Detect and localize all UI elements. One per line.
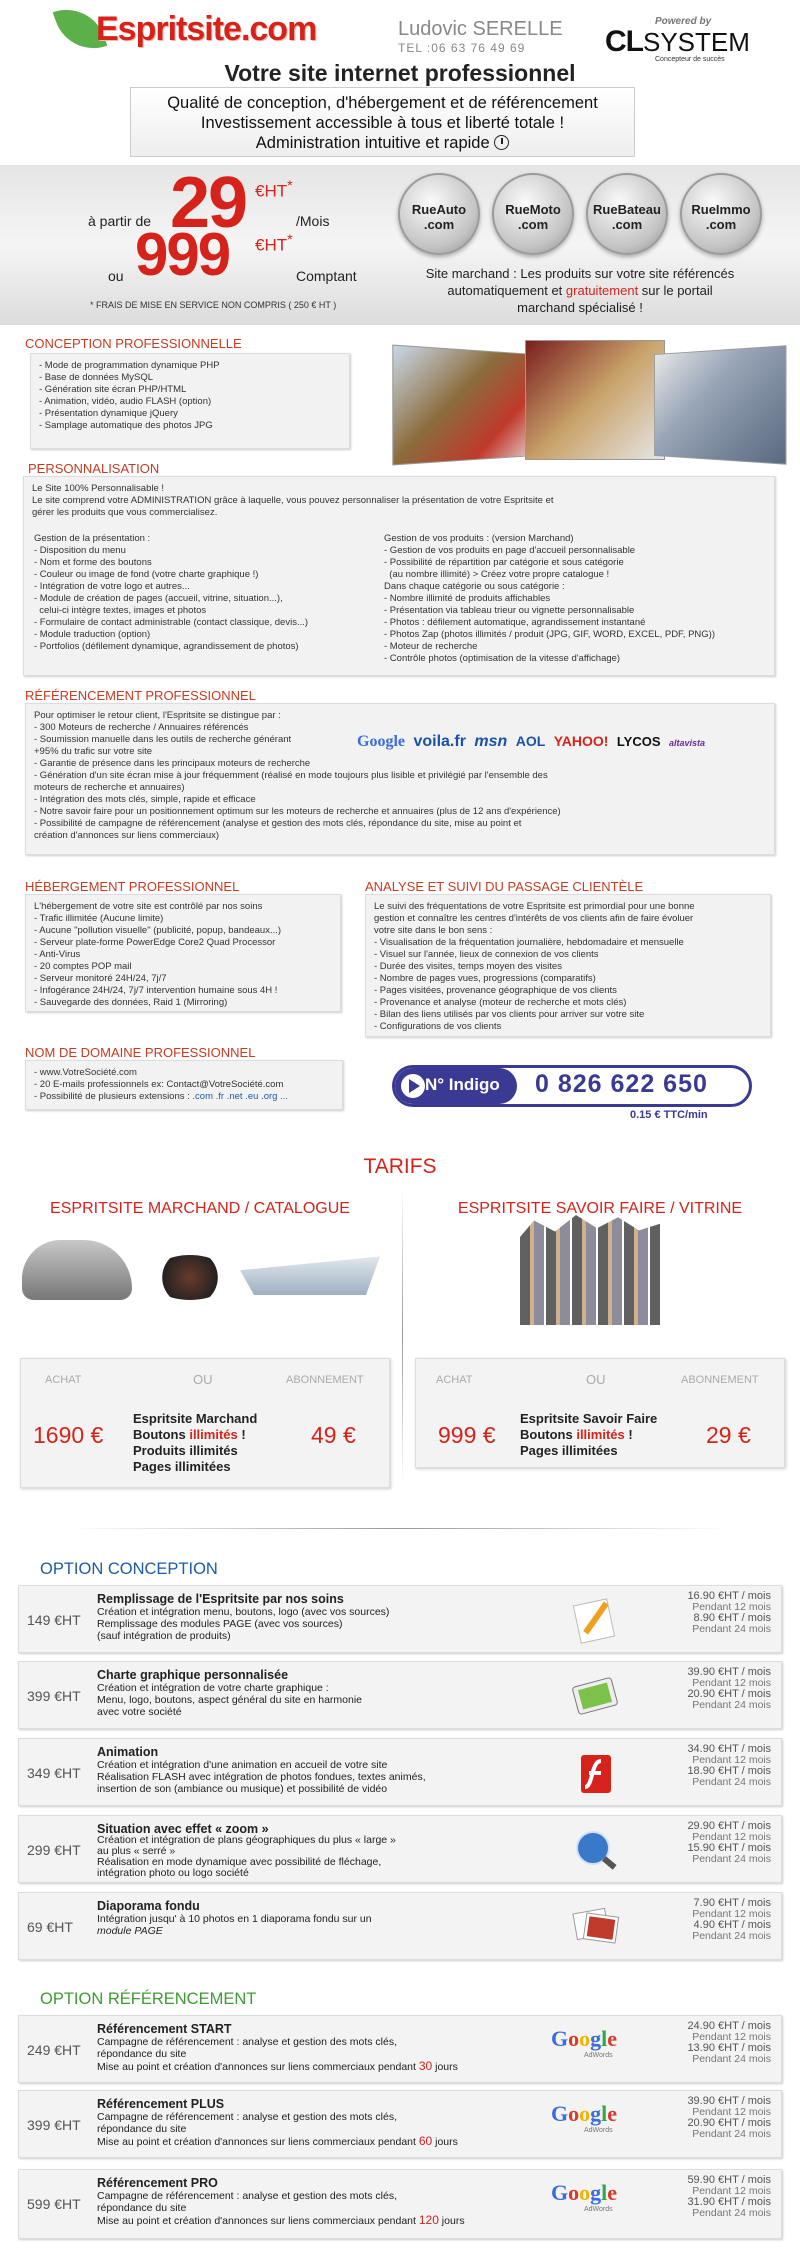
abonnement-label: ABONNEMENT [286, 1374, 364, 1386]
option-price: 69 €HT [27, 1919, 73, 1935]
option-row-situation[interactable] [18, 1815, 782, 1883]
conception-title: CONCEPTION PROFESSIONNELLE [25, 336, 242, 351]
rate-24-label: Pendant 24 mois [692, 1699, 771, 1711]
marchand-price-card [20, 1358, 390, 1488]
ref-item: - Intégration des mots clés, simple, rapide et efficace [34, 794, 256, 805]
rate-12: 59.90 €HT / mois [687, 2174, 771, 2186]
option-price: 399 €HT [27, 2117, 81, 2133]
conception-item: - Présentation dynamique jQuery [39, 408, 178, 419]
d3a: Mise au point et création d'annonces sur liens commerciaux pendant [97, 2061, 419, 2073]
analyse-item: - Configurations de vos clients [374, 1021, 502, 1032]
rate-24: 20.90 €HT / mois [687, 1688, 771, 1700]
option-rates [649, 2096, 771, 2140]
option-name: Référencement START [97, 2022, 232, 2036]
days: 30 [418, 2059, 433, 2073]
rueauto-badge[interactable] [398, 173, 480, 255]
website-screenshots-image [395, 340, 790, 465]
heb-item: L'hébergement de votre site est contrôlé par nos soins [34, 901, 263, 912]
option-price: 399 €HT [27, 1688, 81, 1704]
vitrine-price-card [415, 1358, 785, 1468]
perso-left-item: - Formulaire de contact administrable (contact classique, devis...) [34, 617, 309, 628]
ou-label: OU [193, 1372, 213, 1387]
business-people-image [520, 1215, 660, 1325]
option-desc-line: Remplissage des modules PAGE (avec vos sources) [97, 1618, 343, 1630]
perso-right-item: - Photos Zap (photos illimités / produit (JPG, GIF, WORD, EXCEL, PDF, PNG)) [384, 629, 716, 640]
heb-item: - Anti-Virus [34, 949, 81, 960]
rate-24: 13.90 €HT / mois [687, 2042, 771, 2054]
option-price: 249 €HT [27, 2042, 81, 2058]
perso-left-item: - Intégration de votre logo et autres... [34, 581, 190, 592]
contact-phone: TEL :06 63 76 49 69 [398, 41, 526, 55]
rate-12: 24.90 €HT / mois [687, 2020, 771, 2032]
site-tld: .com [611, 217, 643, 232]
option-price: 299 €HT [27, 1842, 81, 1858]
tablet-icon [567, 1670, 623, 1722]
personnalisation-box [23, 476, 775, 676]
d3b: jours [432, 2136, 458, 2148]
option-desc [97, 1682, 557, 1718]
perso-left-item: - Disposition du menu [34, 545, 126, 556]
option-referencement-title: OPTION RÉFÉRENCEMENT [40, 1990, 257, 2008]
d2a: Boutons [133, 1427, 190, 1442]
option-desc-line: Création et intégration de votre charte graphique : [97, 1682, 329, 1694]
rate-24: 18.90 €HT / mois [687, 1765, 771, 1777]
option-rates [649, 1821, 771, 1865]
powered-by-label: Powered by [655, 16, 712, 27]
flash-icon [567, 1747, 623, 1799]
option-desc-line: avec votre société [97, 1706, 182, 1718]
desc-line: Espritsite Savoir Faire [520, 1411, 658, 1426]
heb-item: - Sauvegarde des données, Raid 1 (Mirroring) [34, 997, 228, 1008]
d3b: jours [438, 2215, 465, 2227]
price-cash-ht [255, 232, 293, 256]
option-name: Remplissage de l'Espritsite par nos soins [97, 1592, 344, 1606]
rate-24: 20.90 €HT / mois [687, 2117, 771, 2129]
option-rates [649, 1744, 771, 1788]
lycos-logo-icon: LYCOS [616, 734, 661, 749]
domaine-item: - 20 E-mails professionnels ex: Contact@VotreSociété.com [34, 1079, 284, 1090]
perso-right-item: - Possibilité de répartition par catégorie et sous catégorie [384, 557, 624, 568]
analyse-item: - Pages visitées, provenance géographique de vos clients [374, 985, 617, 996]
ruemoto-badge[interactable] [492, 173, 574, 255]
desc-line: Espritsite Marchand [133, 1411, 258, 1426]
vertical-divider [402, 1185, 403, 1485]
analyse-item: - Durée des visites, temps moyen des visites [374, 961, 562, 972]
ht-label-2: €HT [255, 235, 288, 255]
rate-12: 39.90 €HT / mois [687, 2095, 771, 2107]
vitrine-abo-price: 29 € [706, 1422, 751, 1448]
option-rates [649, 2175, 771, 2219]
perso-right-item: (au nombre illimité) > Créez votre propre catalogue ! [384, 569, 610, 580]
option-rates [649, 1591, 771, 1635]
perso-left-item: - Nom et forme des boutons [34, 557, 152, 568]
option-desc-line: intégration photo ou logo société [97, 1867, 249, 1879]
car-image [22, 1240, 132, 1300]
rate-12-label: Pendant 12 mois [692, 1754, 771, 1766]
marchand-achat-price: 1690 € [33, 1422, 104, 1448]
vitrine-desc [520, 1411, 657, 1459]
domaine-title: NOM DE DOMAINE PROFESSIONNEL [25, 1045, 256, 1060]
option-desc [97, 1835, 557, 1879]
site-tld: .com [517, 217, 549, 232]
domaine-box [25, 1060, 343, 1110]
perso-right-item: - Présentation via tableau trieur ou vignette personnalisable [384, 605, 635, 616]
rate-12: 16.90 €HT / mois [687, 1590, 771, 1602]
site-name: RueBateau [593, 202, 661, 217]
desc-line: Pages illimitées [520, 1443, 618, 1458]
quality-line-3-text: Administration intuitive et rapide [255, 134, 490, 152]
d3b: jours [432, 2061, 458, 2073]
d2c: ! [624, 1427, 633, 1442]
option-desc-line [97, 2135, 557, 2148]
option-price: 599 €HT [27, 2196, 81, 2212]
price-cash: 999 [135, 221, 230, 288]
analyse-item: gestion et connaître les centres d'intérêts de vos clients afin de faire évoluer [374, 913, 694, 924]
perso-right-item: - Photos : défilement automatique, agrandissement instantané [384, 617, 646, 628]
option-name: Référencement PLUS [97, 2097, 225, 2111]
option-desc-line: Menu, logo, boutons, aspect général du site en harmonie [97, 1694, 363, 1706]
conception-item: - Base de données MySQL [39, 372, 154, 383]
option-desc-line: au plus « serré » [97, 1845, 176, 1857]
play-icon [401, 1074, 425, 1098]
heb-item: - Serveur monitoré 24H/24, 7j/7 [34, 973, 167, 984]
option-rates [649, 1898, 771, 1942]
ref-item: - Garantie de présence dans les principaux moteurs de recherche [34, 758, 311, 769]
hebergement-box [25, 894, 341, 1012]
ref-item: moteurs de recherche et annuaires) [34, 782, 185, 793]
perso-right-item: - Contrôle photos (optimisation de la vitesse d'affichage) [384, 653, 621, 664]
perso-left-item: - Couleur ou image de fond (votre charte graphique !) [34, 569, 259, 580]
option-desc [97, 2190, 557, 2227]
domaine-ext-label: - Possibilité de plusieurs extensions : [34, 1091, 193, 1102]
option-price: 349 €HT [27, 1765, 81, 1781]
option-row-diaporama[interactable] [18, 1892, 782, 1960]
d2c: ! [237, 1427, 246, 1442]
option-desc-line: insertion de son (ambiance ou musique) et possibilité de vidéo [97, 1783, 388, 1795]
m-l2a: automatiquement et [447, 283, 566, 298]
rate-24-label: Pendant 24 mois [692, 1930, 771, 1942]
analyse-item: - Visuel sur l'année, lieux de connexion de vos clients [374, 949, 599, 960]
option-name: Situation avec effet « zoom » [97, 1822, 269, 1836]
google-adwords-icon: Google [551, 2026, 618, 2051]
setup-fee-note: * FRAIS DE MISE EN SERVICE NON COMPRIS ( 250 € HT ) [90, 300, 337, 310]
site-name: RueAuto [411, 202, 467, 217]
analyse-item: - Provenance et analyse (moteur de recherche et mots clés) [374, 997, 627, 1008]
conception-item: - Animation, vidéo, audio FLASH (option) [39, 396, 212, 407]
google-adwords-icon: Google [551, 2101, 618, 2126]
ref-item: - Génération d'un site écran mise à jour fréquemment (réalisé en mode toujours plus lisible et privilégié par l'ensemble des [34, 770, 548, 781]
rate-24: 31.90 €HT / mois [687, 2196, 771, 2208]
heb-item: - Serveur plate-forme PowerEdge Core2 Quad Processor [34, 937, 276, 948]
rate-12-label: Pendant 12 mois [692, 1908, 771, 1920]
price-monthly: 29 [170, 163, 247, 243]
option-row-animation[interactable] [18, 1738, 782, 1806]
perso-intro: Le Site 100% Personnalisable ! [32, 483, 165, 494]
rate-24: 8.90 €HT / mois [693, 1612, 771, 1624]
ou-label: OU [586, 1372, 606, 1387]
ref-item: Pour optimiser le retour client, l'Espritsite se distingue par : [34, 710, 281, 721]
d3a: Mise au point et création d'annonces sur liens commerciaux pendant [97, 2136, 419, 2148]
horizontal-divider [70, 1528, 730, 1529]
ref-item: +95% du trafic sur votre site [34, 746, 153, 757]
desc-line: Pages illimitées [133, 1459, 231, 1474]
personnalisation-title: PERSONNALISATION [28, 461, 160, 476]
marchand-portal-text [390, 265, 770, 316]
quality-line-1: Qualité de conception, d'hébergement et de référencement [167, 94, 598, 112]
conception-item: - Génération site écran PHP/HTML [39, 384, 187, 395]
indigo-label-pill [395, 1068, 517, 1104]
option-desc-line: Campagne de référencement : analyse et gestion des mots clés, [97, 2190, 397, 2202]
adwords-label: AdWords [584, 2052, 613, 2059]
quality-line-2: Investissement accessible à tous et liberté totale ! [200, 114, 565, 132]
d3a: Mise au point et création d'annonces sur liens commerciaux pendant [97, 2215, 419, 2227]
rate-24-label: Pendant 24 mois [692, 1853, 771, 1865]
quality-line-3 [131, 133, 634, 153]
adwords-label: AdWords [584, 2127, 613, 2134]
conception-item: - Mode de programmation dynamique PHP [39, 360, 220, 371]
days: 120 [418, 2213, 439, 2227]
rate-12: 7.90 €HT / mois [693, 1897, 771, 1909]
desc-line [133, 1427, 257, 1443]
marchand-line1: Site marchand : Les produits sur votre site référencés [425, 266, 735, 281]
rate-12: 34.90 €HT / mois [687, 1743, 771, 1755]
site-name: RueMoto [505, 202, 561, 217]
ruebateau-badge[interactable] [586, 173, 668, 255]
perso-right-item: - Moteur de recherche [384, 641, 478, 652]
indigo-number: 0 826 622 650 [535, 1070, 708, 1098]
adwords-label: AdWords [584, 2206, 613, 2213]
option-price: 149 €HT [27, 1612, 81, 1628]
option-rates [649, 2021, 771, 2065]
analyse-title: ANALYSE ET SUIVI DU PASSAGE CLIENTÈLE [365, 879, 644, 894]
site-tld: .com [423, 217, 455, 232]
ref-item: - Possibilité de campagne de référencement (analyse et gestion des mots clés, répondance du site, mise au point et [34, 818, 522, 829]
boat-image [240, 1240, 380, 1295]
marchand-desc [133, 1411, 257, 1475]
perso-left-item: celui-ci intègre textes, images et photos [34, 605, 207, 616]
indigo-price: 0.15 € TTC/min [630, 1109, 708, 1121]
days: 60 [418, 2134, 433, 2148]
abonnement-label: ABONNEMENT [681, 1374, 759, 1386]
referencement-box [25, 703, 775, 855]
page-title: Votre site internet professionnel [224, 60, 576, 86]
ht-label: €HT [255, 181, 288, 201]
perso-right-item: Dans chaque catégorie ou sous catégorie : [384, 581, 565, 592]
site-header [0, 0, 800, 63]
rate-24: 15.90 €HT / mois [687, 1842, 771, 1854]
site-logo[interactable] [96, 10, 316, 49]
aol-logo-icon: AOL [515, 733, 546, 749]
perso-intro: Le site comprend votre ADMINISTRATION grâce à laquelle, vous pouvez personnaliser la présentation de votre Espritsite et [32, 495, 554, 506]
analyse-box [365, 894, 771, 1037]
price-monthly-ht [255, 178, 293, 202]
msn-logo-icon: msn [474, 733, 508, 750]
rueimmo-badge[interactable] [680, 173, 762, 255]
m-l2c: sur le portail [638, 283, 713, 298]
analyse-item: - Visualisation de la fréquentation journalière, hebdomadaire et mensuelle [374, 937, 684, 948]
analyse-item: - Bilan des liens utilisés par vos clients pour arriver sur votre site [374, 1009, 645, 1020]
analyse-item: Le suivi des fréquentations de votre Espritsite est primordial pour une bonne [374, 901, 695, 912]
yahoo-logo-icon: YAHOO! [553, 733, 609, 749]
rate-12: 29.90 €HT / mois [687, 1820, 771, 1832]
option-row-ref-start[interactable] [18, 2015, 782, 2083]
d2a: Boutons [520, 1427, 577, 1442]
rate-24-label: Pendant 24 mois [692, 2128, 771, 2140]
ref-item: - 300 Moteurs de recherche / Annuaires référencés [34, 722, 249, 733]
vitrine-achat-price: 999 € [438, 1422, 496, 1448]
domaine-item: - www.VotreSociété.com [34, 1067, 137, 1078]
or-label: ou [108, 268, 124, 284]
perso-right-item: - Gestion de vos produits en page d'accueil personnalisable [384, 545, 636, 556]
option-desc-line: Création et intégration d'une animation en accueil de votre site [97, 1759, 388, 1771]
perso-right-item: Gestion de vos produits : (version Marchand) [384, 533, 574, 544]
altavista-logo-icon: altavista [668, 738, 705, 748]
perso-intro: gérer les produits que vous commercialisez. [32, 507, 218, 518]
clock-icon [494, 135, 509, 150]
option-name: Charte graphique personnalisée [97, 1668, 289, 1682]
option-desc-line: Création et intégration de plans géographiques du plus « large » [97, 1834, 396, 1846]
rate-24-label: Pendant 24 mois [692, 1776, 771, 1788]
heb-item: - Infogérance 24H/24, 7j/7 intervention humaine sous 4H ! [34, 985, 278, 996]
motorcycle-image [150, 1255, 230, 1300]
heb-item: - Trafic illimitée (Aucune limite) [34, 913, 164, 924]
option-row-remplissage[interactable] [18, 1585, 782, 1653]
rate-12-label: Pendant 12 mois [692, 2031, 771, 2043]
domaine-extensions: .com .fr .net .eu .org ... [192, 1091, 288, 1102]
per-month-label: /Mois [296, 213, 330, 229]
logo-part1: Esprit [96, 10, 187, 48]
achat-label: ACHAT [45, 1374, 82, 1386]
m-l2b: gratuitement [565, 283, 639, 298]
option-row-charte[interactable] [18, 1661, 782, 1729]
quality-box [130, 87, 635, 157]
option-desc-line: Création et intégration menu, boutons, logo (avec vos sources) [97, 1606, 390, 1618]
option-rates [649, 1667, 771, 1711]
rate-12-label: Pendant 12 mois [692, 2106, 771, 2118]
option-desc-line: Réalisation FLASH avec intégration de photos fondues, textes animés, [97, 1771, 426, 1783]
photos-icon [567, 1901, 623, 1953]
option-desc-line: Campagne de référencement : analyse et gestion des mots clés, [97, 2036, 397, 2048]
rate-12-label: Pendant 12 mois [692, 2185, 771, 2197]
logo-part2: site.com [186, 10, 317, 48]
option-desc-line: module PAGE [97, 1925, 163, 1937]
vitrine-package-title: ESPRITSITE SAVOIR FAIRE / VITRINE [457, 1200, 743, 1217]
conception-item: - Samplage automatique des photos JPG [39, 420, 213, 431]
rate-24-label: Pendant 24 mois [692, 2207, 771, 2219]
d2b: illimités [576, 1427, 625, 1442]
marchand-line3: marchand spécialisé ! [517, 300, 643, 315]
option-desc [97, 2036, 557, 2073]
site-tld: .com [705, 217, 737, 232]
option-desc [97, 1913, 557, 1937]
rate-24: 4.90 €HT / mois [693, 1919, 771, 1931]
ref-item: - Notre savoir faire pour un positionnement optimum sur les moteurs de recherche et annuaires (plus de 12 ans d'expérience) [34, 806, 561, 817]
ref-item: création d'annonces sur liens commerciaux) [34, 830, 220, 841]
option-desc [97, 1759, 557, 1795]
option-row-ref-pro[interactable] [18, 2169, 782, 2239]
clsystem-logo[interactable] [605, 25, 750, 59]
conception-box [30, 353, 350, 449]
brand-cl: CL [605, 25, 643, 58]
rate-24-label: Pendant 24 mois [692, 2053, 771, 2065]
indigo-phone-banner[interactable] [392, 1065, 752, 1107]
option-conception-title: OPTION CONCEPTION [40, 1560, 218, 1578]
globe-zoom-icon [567, 1824, 623, 1876]
a-partir-label: à partir de [88, 213, 152, 229]
option-desc-line: Intégration jusqu' à 10 photos en 1 diaporama fondu sur un [97, 1913, 372, 1925]
option-desc-line [97, 2214, 557, 2227]
perso-left-col [34, 533, 308, 653]
rate-12-label: Pendant 12 mois [692, 1677, 771, 1689]
option-desc-line: Réalisation en mode dynamique avec possibilité de fléchage, [97, 1856, 382, 1868]
d2b: illimités [189, 1427, 238, 1442]
rate-24-label: Pendant 24 mois [692, 1623, 771, 1635]
hebergement-title: HÉBERGEMENT PROFESSIONNEL [25, 879, 240, 894]
referencement-title: RÉFÉRENCEMENT PROFESSIONNEL [25, 688, 256, 703]
star-2: * [287, 232, 293, 248]
perso-left-item: Gestion de la présentation : [34, 533, 151, 544]
voila-logo-icon: voila.fr [413, 733, 466, 750]
option-desc-line: (sauf intégration de produits) [97, 1630, 231, 1642]
site-name: RueImmo [691, 202, 751, 217]
option-desc [97, 2111, 557, 2148]
perso-right-item: - Nombre illimité de produits affichables [384, 593, 551, 604]
desc-line [520, 1427, 657, 1443]
option-desc-line [97, 2060, 557, 2073]
option-desc-line: répondance du site [97, 2123, 187, 2135]
tarifs-title: TARIFS [363, 1155, 437, 1178]
option-name: Animation [97, 1745, 159, 1759]
perso-left-item: - Module de création de pages (accueil, vitrine, situation...), [34, 593, 283, 604]
perso-left-item: - Module traduction (option) [34, 629, 151, 640]
heb-item: - 20 comptes POP mail [34, 961, 132, 972]
rate-12: 39.90 €HT / mois [687, 1666, 771, 1678]
option-name: Référencement PRO [97, 2176, 218, 2190]
star: * [287, 178, 293, 194]
analyse-item: - Nombre de pages vues, progressions (comparatifs) [374, 973, 596, 984]
option-desc [97, 1606, 557, 1642]
ref-item: - Soumission manuelle dans les outils de recherche générant [34, 734, 292, 745]
brand-system: SYSTEM [643, 27, 750, 57]
google-logo-icon: Google [357, 733, 405, 750]
option-name: Diaporama fondu [97, 1899, 200, 1913]
analyse-item: votre site dans le bon sens : [374, 925, 493, 936]
perso-left-item: - Portfolios (défilement dynamique, agrandissement de photos) [34, 641, 299, 652]
desc-line: Produits illimités [133, 1443, 238, 1458]
google-adwords-icon: Google [551, 2180, 618, 2205]
brand-tagline: Concepteur de succès [655, 56, 725, 63]
option-desc-line: répondance du site [97, 2048, 187, 2060]
rate-12-label: Pendant 12 mois [692, 1601, 771, 1613]
marchand-abo-price: 49 € [311, 1422, 356, 1448]
contact-name: Ludovic SERELLE [398, 18, 563, 40]
option-row-ref-plus[interactable] [18, 2090, 782, 2158]
perso-right-col [384, 533, 715, 665]
achat-label: ACHAT [436, 1374, 473, 1386]
indigo-label: N° Indigo [425, 1075, 500, 1094]
option-desc-line: Campagne de référencement : analyse et gestion des mots clés, [97, 2111, 397, 2123]
domaine-item [34, 1091, 334, 1103]
marchand-package-title: ESPRITSITE MARCHAND / CATALOGUE [50, 1200, 350, 1217]
search-engine-logos [357, 733, 757, 757]
option-desc-line: répondance du site [97, 2202, 187, 2214]
rate-12-label: Pendant 12 mois [692, 1831, 771, 1843]
heb-item: - Aucune "pollution visuelle" (publicité, popup, bandeaux...) [34, 925, 282, 936]
pencil-icon [567, 1594, 623, 1646]
marchand-line2 [390, 282, 770, 299]
cash-label: Comptant [296, 268, 357, 284]
